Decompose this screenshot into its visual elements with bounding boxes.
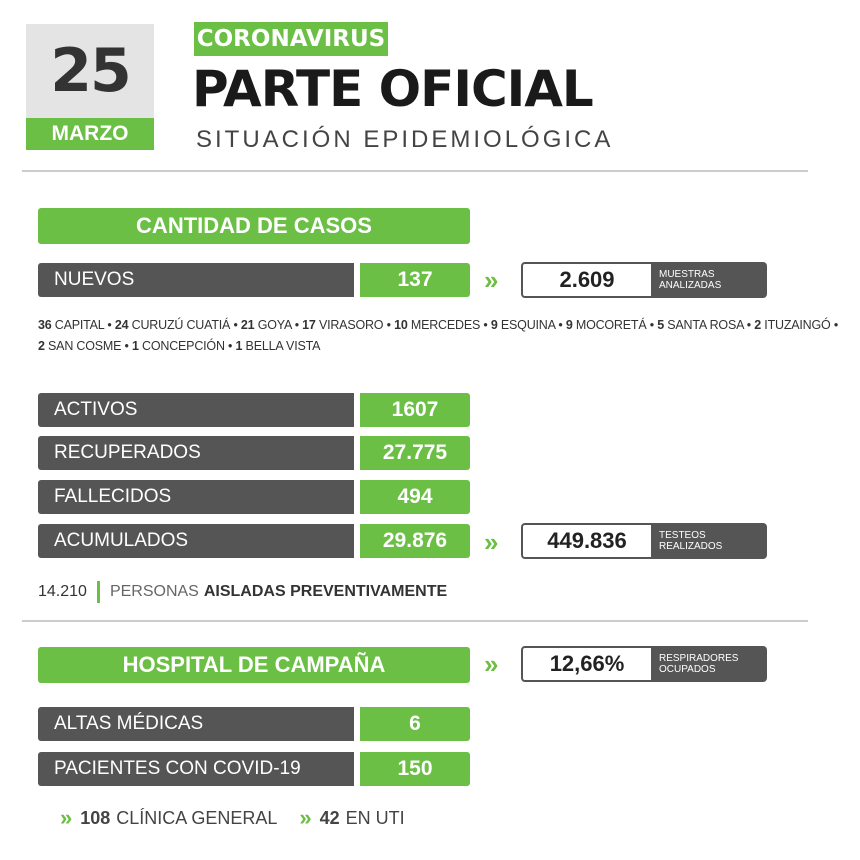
nuevos-value: 137 — [360, 263, 470, 297]
row-pacientes — [38, 752, 470, 786]
pacientes-label: PACIENTES CON COVID-19 — [38, 752, 354, 786]
testeos-caption-line-1: TESTEOS — [659, 530, 706, 541]
locality-count: 9 — [490, 318, 498, 332]
locality-name: ESQUINA — [497, 318, 556, 332]
locality-item — [302, 318, 383, 332]
nuevos-label: NUEVOS — [38, 263, 354, 297]
date-month: MARZO — [26, 118, 154, 150]
locality-item — [657, 318, 743, 332]
locality-item — [115, 318, 230, 332]
locality-name: SANTA ROSA — [663, 318, 744, 332]
locality-count: 2 — [38, 339, 45, 353]
locality-name: CONCEPCIÓN — [138, 339, 225, 353]
respiradores-caption-line-1: RESPIRADORES — [659, 653, 739, 664]
pacientes-value: 150 — [360, 752, 470, 786]
bullet-separator: • — [291, 318, 303, 332]
locality-name: MERCEDES — [407, 318, 481, 332]
locality-count: 24 — [114, 318, 129, 332]
locality-name: ITUZAINGÓ — [761, 318, 831, 332]
locality-count: 5 — [657, 318, 664, 332]
activos-value: 1607 — [360, 393, 470, 427]
muestras-caption-line-1: MUESTRAS — [659, 269, 715, 280]
muestras-box — [521, 262, 767, 298]
locality-name: GOYA — [254, 318, 292, 332]
cases-by-locality-line-1 — [38, 318, 838, 332]
muestras-caption — [651, 262, 767, 298]
locality-name: CURUZÚ CUATIÁ — [128, 318, 231, 332]
double-chevron-right-icon: » — [60, 805, 73, 830]
bullet-separator: • — [646, 318, 658, 332]
cases-by-locality-line-2 — [38, 339, 320, 353]
clinica-value: 108 — [80, 807, 111, 828]
testeos-box — [521, 523, 767, 559]
respiradores-caption-line-2: OCUPADOS — [659, 664, 716, 675]
locality-count: 10 — [394, 318, 408, 332]
aisladas-text-1: PERSONAS — [109, 583, 199, 600]
double-chevron-right-icon: » — [484, 527, 499, 557]
aisladas-line — [38, 580, 447, 604]
testeos-value: 449.836 — [521, 523, 653, 559]
locality-count: 1 — [132, 339, 139, 353]
locality-count: 17 — [302, 318, 316, 332]
row-altas — [38, 707, 470, 741]
locality-count: 2 — [754, 318, 762, 332]
row-recuperados — [38, 436, 470, 470]
uti-value: 42 — [319, 807, 340, 828]
locality-item — [132, 339, 225, 353]
muestras-value: 2.609 — [521, 262, 653, 298]
fallecidos-label: FALLECIDOS — [38, 480, 354, 514]
locality-name: MOCORETÁ — [572, 318, 647, 332]
bullet-separator: • — [743, 318, 755, 332]
row-fallecidos — [38, 480, 470, 514]
locality-name: CAPITAL — [51, 318, 105, 332]
row-nuevos — [38, 263, 470, 297]
aisladas-value: 14.210 — [38, 583, 87, 600]
acumulados-value: 29.876 — [360, 524, 470, 558]
locality-item — [236, 339, 321, 353]
muestras-caption-line-2: ANALIZADAS — [659, 280, 722, 291]
locality-item — [394, 318, 480, 332]
bullet-separator: • — [555, 318, 566, 332]
locality-name: BELLA VISTA — [242, 339, 321, 353]
bullet-separator: • — [383, 318, 395, 332]
row-activos — [38, 393, 470, 427]
locality-item — [38, 318, 104, 332]
aisladas-separator — [97, 581, 100, 603]
respiradores-box — [521, 646, 767, 682]
page-subtitle: SITUACIÓN EPIDEMIOLÓGICA — [196, 126, 614, 153]
locality-item — [38, 339, 121, 353]
aisladas-text-2: AISLADAS PREVENTIVAMENTE — [203, 583, 448, 600]
hospital-section-title: HOSPITAL DE CAMPAÑA — [38, 647, 470, 683]
activos-label: ACTIVOS — [38, 393, 354, 427]
clinica-text: CLÍNICA GENERAL — [116, 807, 278, 828]
bullet-separator: • — [480, 318, 491, 332]
testeos-caption — [651, 523, 767, 559]
date-block — [26, 24, 154, 150]
divider — [22, 170, 808, 172]
double-chevron-right-icon: » — [484, 649, 499, 679]
fallecidos-value: 494 — [360, 480, 470, 514]
coronavirus-tag: CORONAVIRUS — [194, 22, 388, 56]
double-chevron-right-icon: » — [484, 265, 499, 295]
row-acumulados — [38, 524, 470, 558]
double-chevron-right-icon: » — [299, 805, 312, 830]
uti-text: EN UTI — [345, 807, 405, 828]
hospital-breakdown — [60, 806, 405, 830]
bullet-separator: • — [830, 318, 839, 332]
locality-count: 21 — [240, 318, 255, 332]
acumulados-label: ACUMULADOS — [38, 524, 354, 558]
altas-label: ALTAS MÉDICAS — [38, 707, 354, 741]
locality-count: 1 — [235, 339, 243, 353]
locality-count: 36 — [38, 318, 52, 332]
recuperados-value: 27.775 — [360, 436, 470, 470]
divider — [22, 620, 808, 622]
locality-item — [491, 318, 555, 332]
cases-section-title: CANTIDAD DE CASOS — [38, 208, 470, 244]
locality-name: VIRASORO — [315, 318, 384, 332]
locality-count: 9 — [565, 318, 573, 332]
altas-value: 6 — [360, 707, 470, 741]
locality-item — [241, 318, 292, 332]
recuperados-label: RECUPERADOS — [38, 436, 354, 470]
locality-name: SAN COSME — [44, 339, 122, 353]
bullet-separator: • — [224, 339, 236, 353]
bullet-separator: • — [104, 318, 115, 332]
respiradores-caption — [651, 646, 767, 682]
bullet-separator: • — [121, 339, 132, 353]
bullet-separator: • — [230, 318, 241, 332]
respiradores-value: 12,66% — [521, 646, 653, 682]
date-day: 25 — [26, 24, 154, 118]
testeos-caption-line-2: REALIZADOS — [659, 541, 723, 552]
page-title: PARTE OFICIAL — [192, 60, 593, 118]
locality-item — [566, 318, 647, 332]
locality-item — [754, 318, 830, 332]
